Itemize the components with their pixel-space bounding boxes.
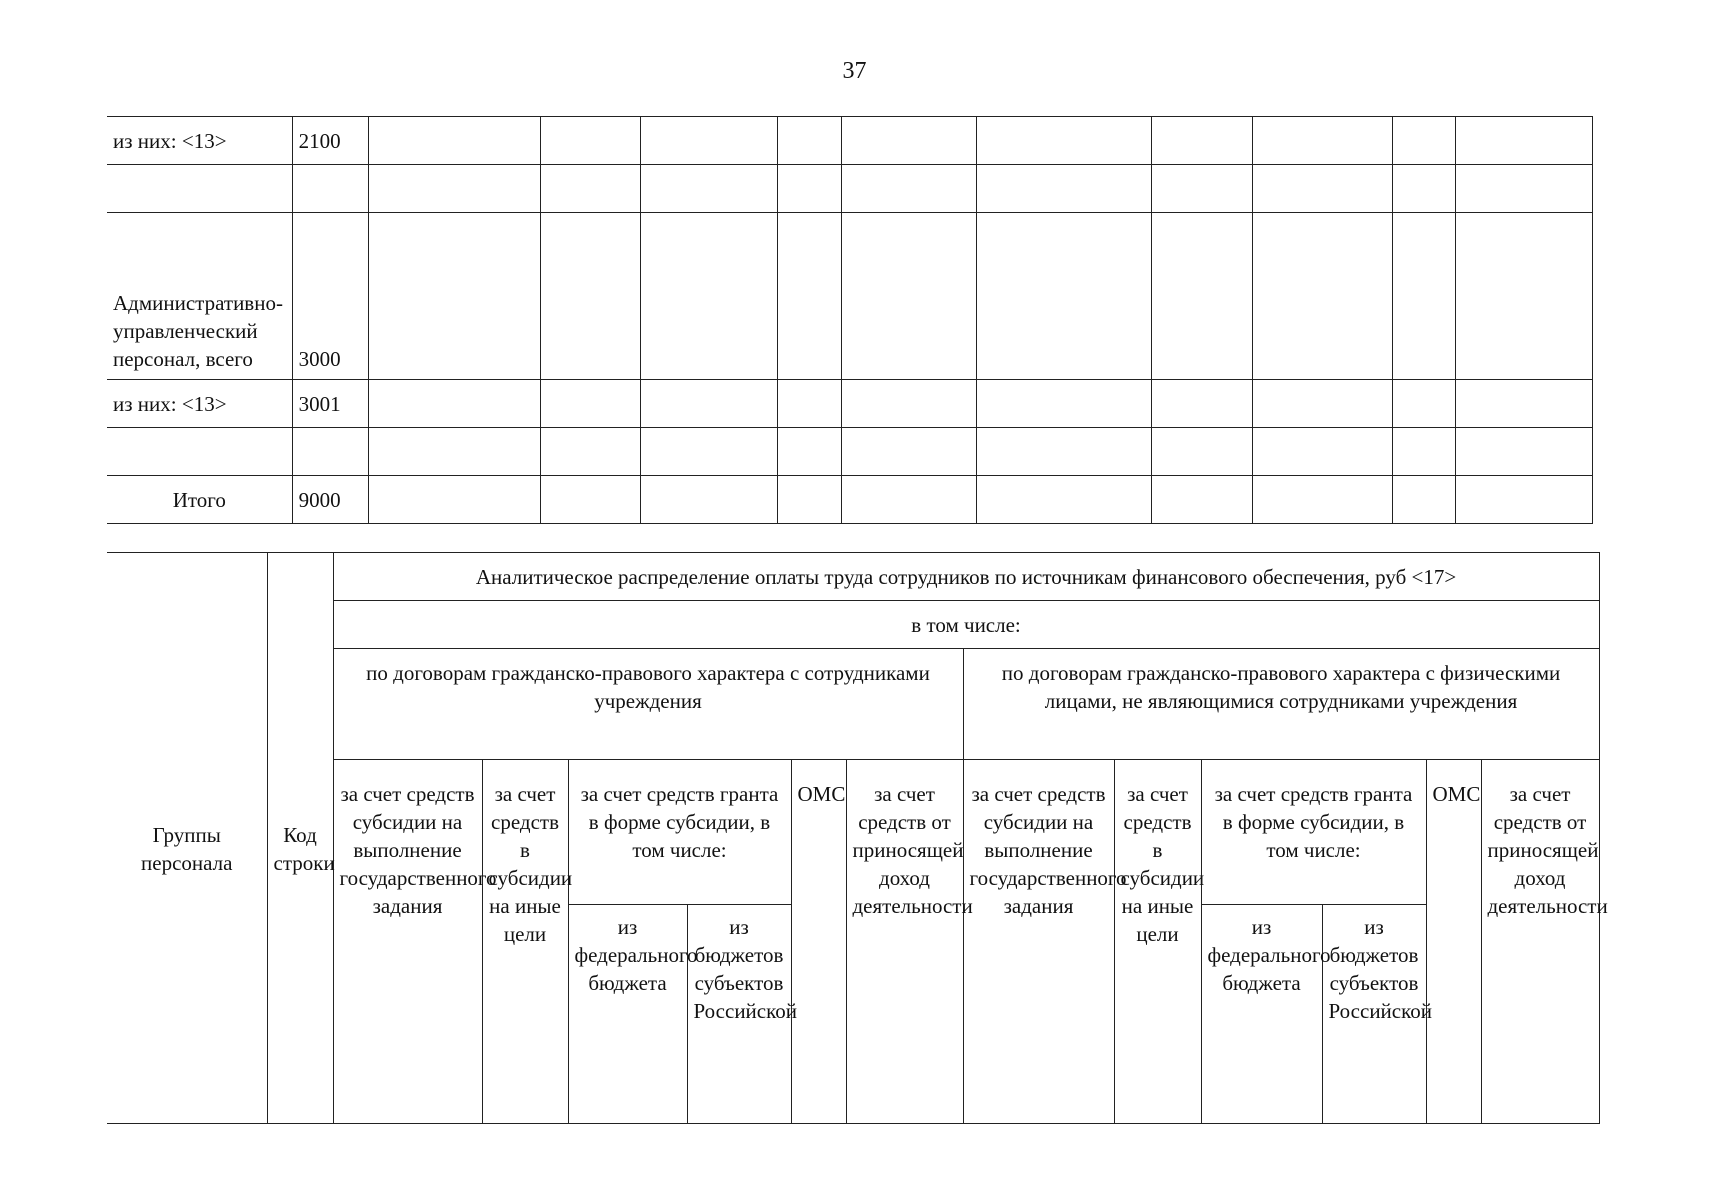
civil-employees-header: по договорам гражданско-правового характера с сотрудниками учреждения xyxy=(333,649,963,760)
table-row xyxy=(107,380,1593,428)
col-regional: из бюджетов субъектов Российской xyxy=(687,905,791,1124)
analytic-header: Аналитическое распределение оплаты труда сотрудников по источникам финансового обеспечения, руб <17> xyxy=(333,553,1599,601)
header-table xyxy=(107,552,1608,1124)
col-subsidy-task: за счет средств субсидии на выполнение государственного задания xyxy=(333,760,482,1124)
col-income: за счет средств от приносящей доход деятельности xyxy=(846,760,963,1124)
col-right-oms: ОМС xyxy=(1426,760,1481,1124)
row-code: 2100 xyxy=(292,117,368,165)
including-header: в том числе: xyxy=(333,601,1599,649)
row-label: Административно-управленческий персонал, всего xyxy=(107,213,292,380)
col-right-federal: из федерального бюджета xyxy=(1201,905,1322,1124)
col-right-subsidy-task: за счет средств субсидии на выполнение государственного задания xyxy=(963,760,1114,1124)
row-code: 3000 xyxy=(292,213,368,380)
row-label: из них: <13> xyxy=(107,117,292,165)
col-right-grant: за счет средств гранта в форме субсидии, в том числе: xyxy=(1201,760,1426,905)
page-number: 37 xyxy=(842,58,867,84)
table-row xyxy=(107,165,1593,213)
col-oms: ОМС xyxy=(791,760,846,1124)
row-code: 3001 xyxy=(292,380,368,428)
civil-individuals-header: по договорам гражданско-правового характера с физическими лицами, не являющимися сотрудниками учреждения xyxy=(963,649,1599,760)
groups-header: Группы персонала xyxy=(107,553,267,1124)
col-federal: из федерального бюджета xyxy=(568,905,687,1124)
table-row xyxy=(107,213,1593,380)
col-right-income: за счет средств от приносящей доход деятельности xyxy=(1481,760,1599,1124)
col-subsidy-other: за счет средств в субсидии на иные цели xyxy=(482,760,568,1124)
col-right-regional: из бюджетов субъектов Российской xyxy=(1322,905,1426,1124)
col-grant: за счет средств гранта в форме субсидии, в том числе: xyxy=(568,760,791,905)
top-table xyxy=(107,116,1593,524)
table-row xyxy=(107,117,1593,165)
row-label: Итого xyxy=(107,476,292,524)
row-code xyxy=(292,428,368,476)
row-label: из них: <13> xyxy=(107,380,292,428)
table-row xyxy=(107,476,1593,524)
row-label xyxy=(107,165,292,213)
col-right-subsidy-other: за счет средств в субсидии на иные цели xyxy=(1114,760,1201,1124)
row-label xyxy=(107,428,292,476)
row-code xyxy=(292,165,368,213)
row-code: 9000 xyxy=(292,476,368,524)
table-row xyxy=(107,428,1593,476)
code-header: Код строки xyxy=(267,553,333,1124)
